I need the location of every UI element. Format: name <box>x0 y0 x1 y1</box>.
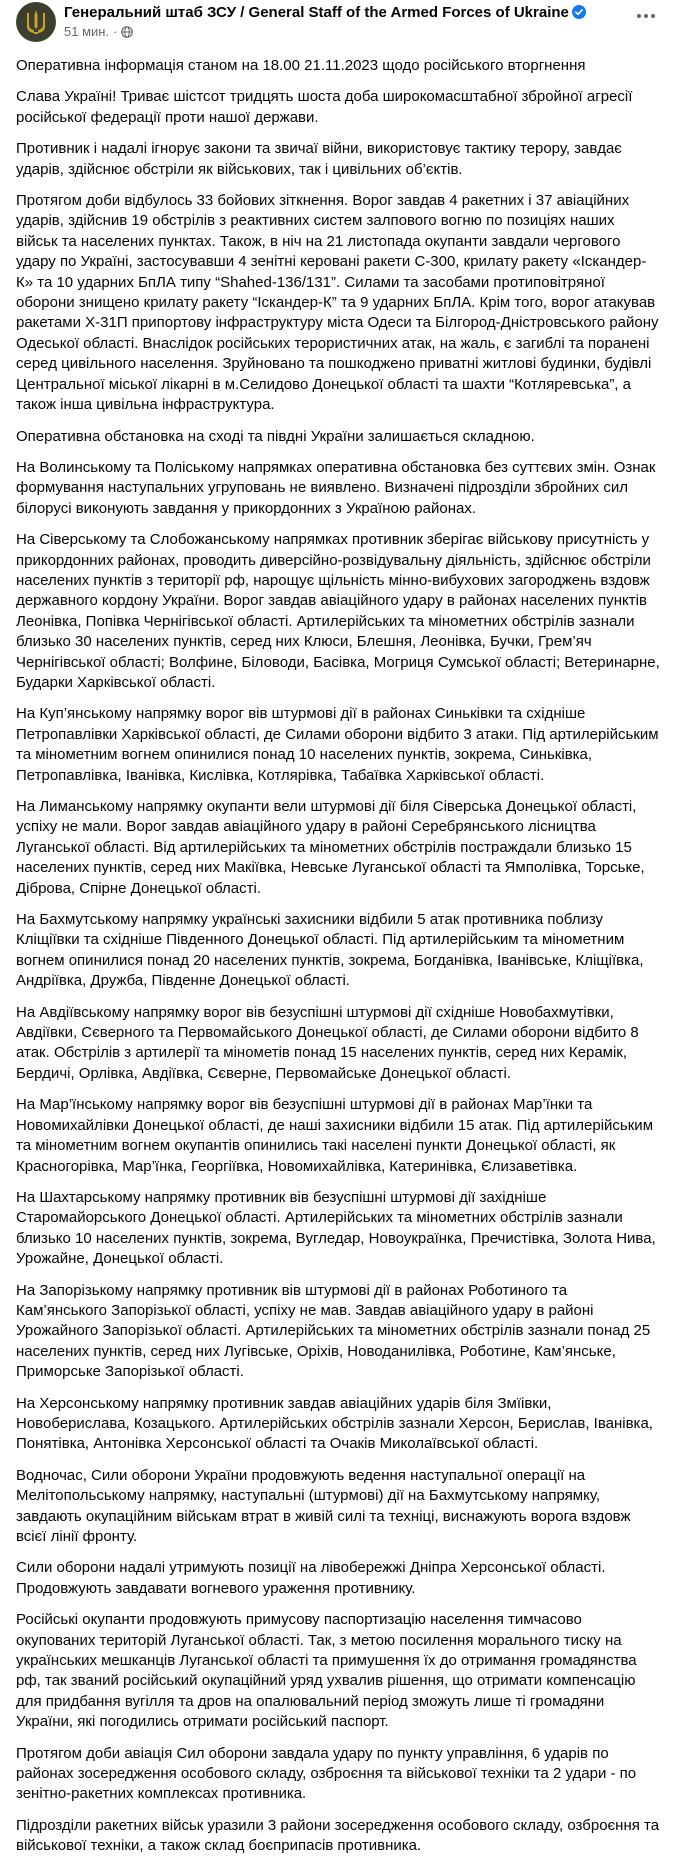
globe-icon[interactable] <box>121 26 133 38</box>
post-text <box>16 56 660 1857</box>
post-paragraph: Оперативна інформація станом на 18.00 21.11.2023 щодо російського вторгнення <box>16 57 586 74</box>
post-timestamp[interactable]: 51 мин. <box>64 24 110 39</box>
trident-logo-icon <box>25 9 47 35</box>
post-paragraph: На Шахтарському напрямку противник вів безуспішні штурмові дії західніше Старомайорського Донецької області. Артилерійських та мінометних обстрілів зазнали близько 10 населених пунктів, зокрема, Вугледар, Новоукраїнка, Пречистівка, Золота Нива, Урожайне, Донецької області. <box>16 1188 656 1268</box>
post-paragraph: На Куп’янському напрямку ворог вів штурмові дії в районах Синьківки та східніше Петропавлівки Харківської області, де Силами оборони відбито 3 атаки. Під артилерійським та мінометним вогнем опинилися понад 10 населених пунктів, зокрема, Синьківка, Петропавлівка, Іванівка, Кислівка, Котлярівка, Табаївка Харківської області. <box>16 705 659 784</box>
post-paragraph: На Лиманському напрямку окупанти вели штурмові дії біля Сіверська Донецької області, успіху не мали. Ворог завдав авіаційного удару в районі Серебрянського лісництва Луганської області. Від артилерійських та мінометних обстрілів постраждали близько 15 населених пунктів, серед них Макіївка, Невське Луганської області та Ямполівка, Торське, Діброва, Спірне Донецької області. <box>16 798 645 897</box>
verified-badge-icon <box>572 5 586 19</box>
post-paragraph: На Херсонському напрямку противник завдав авіаційних ударів біля Змїівки, Новоберислава, Козацького. Артилерійських обстрілів зазнали Херсон, Берислав, Іванівка, Понятівка, Антонівка Херсонської області та Очаків Миколаївської області. <box>16 1394 653 1453</box>
post-paragraph: Противник і надалі ігнорує закони та звичаї війни, використовує тактику терору, завдає ударів, здійснює обстріли як військових, так і цивільних об’єктів. <box>16 140 622 178</box>
post-paragraph: На Запорізькому напрямку противник вів штурмові дії в районах Роботиного та Кам’янського Запорізької області, успіху не мав. Завдав авіаційного удару в районі Урожайного Запорізької області. Артилерійських та мінометних обстрілів зазнали понад 25 населених пунктів, серед них Лугівське, Оріхів, Новоданилівка, Роботине, Кам’янське, Приморське Запорізької області. <box>16 1281 651 1381</box>
post-paragraph: На Авдіївському напрямку ворог вів безуспішні штурмові дії східніше Новобахмутівки, Авдіївки, Сєверного та Первомайського Донецької області, де Силами оборони відбито 8 атак. Обстрілів з артилерії та мінометів понад 15 населених пунктів, серед них Керамік, Бердичі, Орлівка, Авдіївка, Сєверне, Первомайське Донецької області. <box>16 1003 639 1082</box>
post-paragraph: Підрозділи ракетних військ уразили 3 райони зосередження особового складу, озброєння та військової техніки, а також склад боєприпасів противника. <box>16 1816 660 1855</box>
post-header <box>16 0 660 56</box>
post-paragraph: Російські окупанти продовжують примусову паспортизацію населення тимчасово окупованих територій Луганської області. Так, з метою посилення морального тиску на українських мешканців Луганської області та примушення їх до отримання громадянства рф, так званий російський окупаційний уряд ухвалив рішення, що отримати компенсацію для придбання вугілля та дров на опалювальний період зможуть лише ті громадяни України, які погодились отримати російський паспорт. <box>16 1611 637 1731</box>
post-paragraph: Сили оборони надалі утримують позиції на лівобережжі Дніпра Херсонської області. Продовжують завдавати вогневого ураження противнику. <box>16 1559 606 1597</box>
page-name[interactable]: Генеральний штаб ЗСУ / General Staff of the Armed Forces of Ukraine <box>64 4 586 22</box>
more-options-button[interactable] <box>632 6 660 26</box>
more-dots-icon <box>637 14 655 18</box>
post-paragraph: Слава Україні! Триває шістсот тридцять шоста доба широкомасштабної збройної агресії російської федерації проти нашої держави. <box>16 88 633 126</box>
post-paragraph: На Сіверському та Слобожанському напрямках противник зберігає військову присутність у прикордонних районах, проводить диверсійно-розвідувальну діяльність, здійснює обстріли населених пунктів з території рф, нарощує щільність мінно-вибухових загороджень вздовж державного кордону України. Ворог завдав авіаційного удару в районах населених пунктів Леонівка, Попівка Чернігівської області. Артилерійських та мінометних обстрілів зазнали близько 30 населених пунктів, серед них Клюси, Блешня, Леонівка, Бучки, Грем’яч Чернігівської області; Волфине, Біловоди, Басівка, Могриця Сумської області; Ветеринарне, Бударки Харківської області. <box>16 531 660 691</box>
post-paragraph: На Бахмутському напрямку українські захисники відбили 5 атак противника поблизу Кліщіївки та східніше Південного Донецької області. Під артилерійським та мінометним вогнем опинилися понад 20 населених пунктів, зокрема, Богданівка, Іванівське, Кліщіївка, Андріївка, Дружба, Південне Донецької області. <box>16 911 644 990</box>
post-paragraph: Оперативна обстановка на сході та півдні України залишається складною. <box>16 427 535 445</box>
post-paragraph: Протягом доби відбулось 33 бойових зіткнення. Ворог завдав 4 ракетних і 37 авіаційних ударів, здійснив 19 обстрілів з реактивних систем залпового вогню по позиціях наших військ та населених пунктах. Також, в ніч на 21 листопада окупанти завдали чергового удару по Україні, застосувавши 4 зенітні керовані ракети С-300, крилату ракету «Іскандер-К» та 10 ударних БпЛА типу “Shahed-136/131”. Силами та засобами протиповітряної оборони знищено крилату ракету “Іскандер-К” та 9 ударних БпЛА. Крім того, ворог атакував ракетами Х-31П припортову інфраструктуру міста Одеси та Білгород-Дністровського району Одеської області. Внаслідок російських терористичних атак, на жаль, є загиблі та поранені серед цивільного населення. Зруйновано та пошкоджено приватні житлові будинки, будівлі Центральної міської лікарні в м.Селидово Донецької області та шахти “Котляревська”, а також інша цивільна інфраструктура. <box>16 192 659 414</box>
meta-separator: · <box>113 24 118 39</box>
post-paragraph: Протягом доби авіація Сил оборони завдала удару по пункту управління, 6 ударів по районах зосередження особового складу, озброєння та військової техніки та 2 удари - по зенітно-ракетних комплексах противника. <box>16 1744 637 1803</box>
avatar[interactable] <box>16 2 56 42</box>
post-paragraph: На Волинському та Поліському напрямках оперативна обстановка без суттєвих змін. Ознак формування наступальних угруповань не виявлено. Визначені підрозділи збройних сил білорусі виконують завдання у прикордонних з Україною районах. <box>16 458 656 517</box>
post-paragraph: На Мар’їнському напрямку ворог вів безуспішні штурмові дії в районах Мар’їнки та Новомихайлівки Донецької області, де наші захисники відбили 15 атак. Під артилерійським та мінометним вогнем окупантів опинились такі населені пункти Донецької області, як Красногорівка, Мар’їнка, Георгіївка, Новомихайлівка, Катеринівка, Єлизаветівка. <box>16 1096 654 1175</box>
post-paragraph: Водночас, Сили оборони України продовжують ведення наступальної операції на Мелітопольському напрямку, наступальні (штурмові) дії на Бахмутському напрямку, завдають окупаційним військам втрат в живій силі та техніці, виснажують ворога вздовж всієї лінії фронту. <box>16 1466 631 1545</box>
post-meta <box>64 24 133 40</box>
